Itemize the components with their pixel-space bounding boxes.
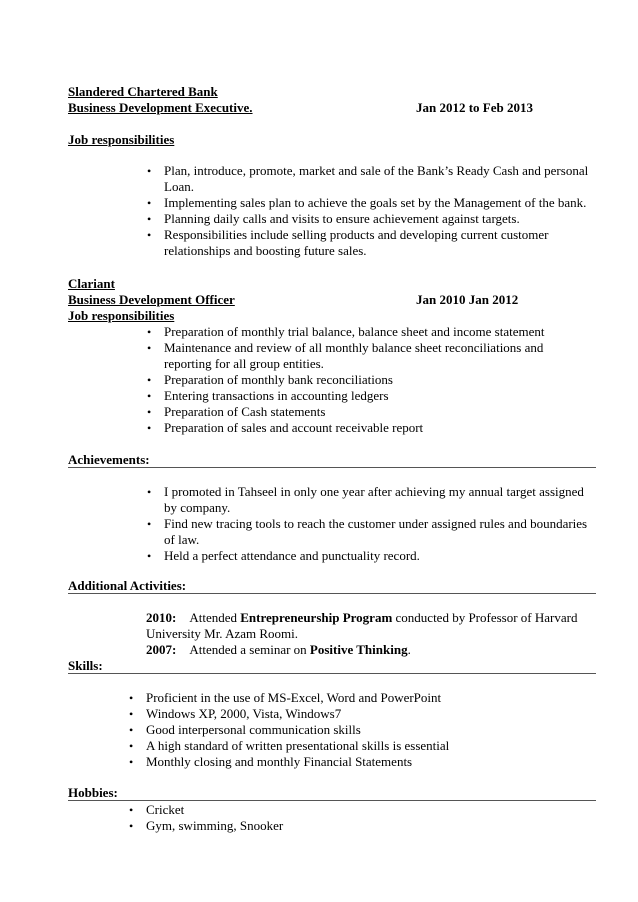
bullet-icon: • [147, 421, 152, 435]
list-item: • Cricket [129, 802, 185, 817]
hobbies-heading: Hobbies: [68, 785, 118, 800]
bullet-icon: • [147, 405, 152, 419]
bullet-icon: • [129, 803, 134, 817]
list-item: • Plan, introduce, promote, market and sale of the Bank’s Ready Cash and personal Loan. [147, 163, 589, 194]
bullet-icon: • [147, 485, 152, 499]
list-item: • Held a perfect attendance and punctuality record. [147, 548, 420, 563]
bullet-icon: • [129, 723, 134, 737]
bullet-icon: • [129, 739, 134, 753]
list-item: • Preparation of Cash statements [147, 404, 326, 419]
job2-dates: Jan 2010 Jan 2012 [416, 292, 519, 307]
bullet-icon: • [147, 212, 152, 226]
job1-title: Business Development Executive. [68, 100, 253, 115]
activities-heading: Additional Activities: [68, 578, 187, 593]
list-item: • Preparation of monthly trial balance, balance sheet and income statement [147, 324, 545, 339]
list-item: • Good interpersonal communication skills [129, 722, 361, 737]
activity-year: 2007: [146, 642, 177, 657]
list-item: • Planning daily calls and visits to ensure achievement against targets. [147, 211, 520, 226]
list-item: • Monthly closing and monthly Financial Statements [129, 754, 413, 769]
bullet-icon: • [147, 325, 152, 339]
bullet-icon: • [147, 373, 152, 387]
bullet-icon: • [129, 819, 134, 833]
bullet-icon: • [129, 755, 134, 769]
activity-2010: 2010: Attended Entrepreneurship Program conducted by Professor of Harvard University Mr. Azam Roomi. [146, 610, 578, 641]
job1-company: Slandered Chartered Bank [68, 84, 218, 99]
list-item: • Preparation of sales and account receivable report [147, 420, 424, 435]
hobbies-list [129, 802, 586, 834]
bullet-icon: • [129, 707, 134, 721]
list-item: • Implementing sales plan to achieve the goals set by the Management of the bank. [147, 195, 587, 210]
bullet-icon: • [147, 549, 152, 563]
achievements-heading: Achievements: [68, 452, 150, 467]
bullet-icon: • [147, 196, 152, 210]
list-item: • Responsibilities include selling products and developing current customer relationships and boosting future sales. [147, 227, 549, 258]
job1-responsibilities-heading: Job responsibilities [68, 132, 175, 147]
job2-company: Clariant [68, 276, 115, 291]
bullet-icon: • [147, 228, 152, 242]
activity-2007: 2007: Attended a seminar on Positive Thinking. [146, 642, 411, 657]
list-item: • Gym, swimming, Snooker [129, 818, 284, 833]
bullet-icon: • [147, 517, 152, 531]
skills-list [129, 690, 586, 770]
list-item: • Entering transactions in accounting ledgers [147, 388, 389, 403]
bullet-icon: • [147, 164, 152, 178]
job2-responsibility-list [147, 324, 574, 436]
list-item: • Preparation of monthly bank reconciliations [147, 372, 393, 387]
section-divider [68, 467, 596, 468]
bullet-icon: • [129, 691, 134, 705]
achievements-list [147, 484, 594, 564]
bullet-icon: • [147, 341, 152, 355]
skills-heading: Skills: [68, 658, 103, 673]
list-item: • Find new tracing tools to reach the customer under assigned rules and boundaries of law. [147, 516, 588, 547]
list-item: • A high standard of written presentational skills is essential [129, 738, 450, 753]
list-item: • I promoted in Tahseel in only one year after achieving my annual target assigned by company. [147, 484, 584, 515]
job1-dates: Jan 2012 to Feb 2013 [416, 100, 533, 115]
section-divider [68, 673, 596, 674]
bullet-icon: • [147, 389, 152, 403]
job2-title: Business Development Officer [68, 292, 235, 307]
list-item: • Windows XP, 2000, Vista, Windows7 [129, 706, 342, 721]
section-divider [68, 593, 596, 594]
section-divider [68, 800, 596, 801]
job1-responsibility-list [147, 163, 594, 259]
list-item: • Proficient in the use of MS-Excel, Word and PowerPoint [129, 690, 442, 705]
activity-year: 2010: [146, 610, 177, 625]
job2-responsibilities-heading: Job responsibilities [68, 308, 175, 323]
list-item: • Maintenance and review of all monthly balance sheet reconciliations and reporting for all group entities. [147, 340, 544, 371]
